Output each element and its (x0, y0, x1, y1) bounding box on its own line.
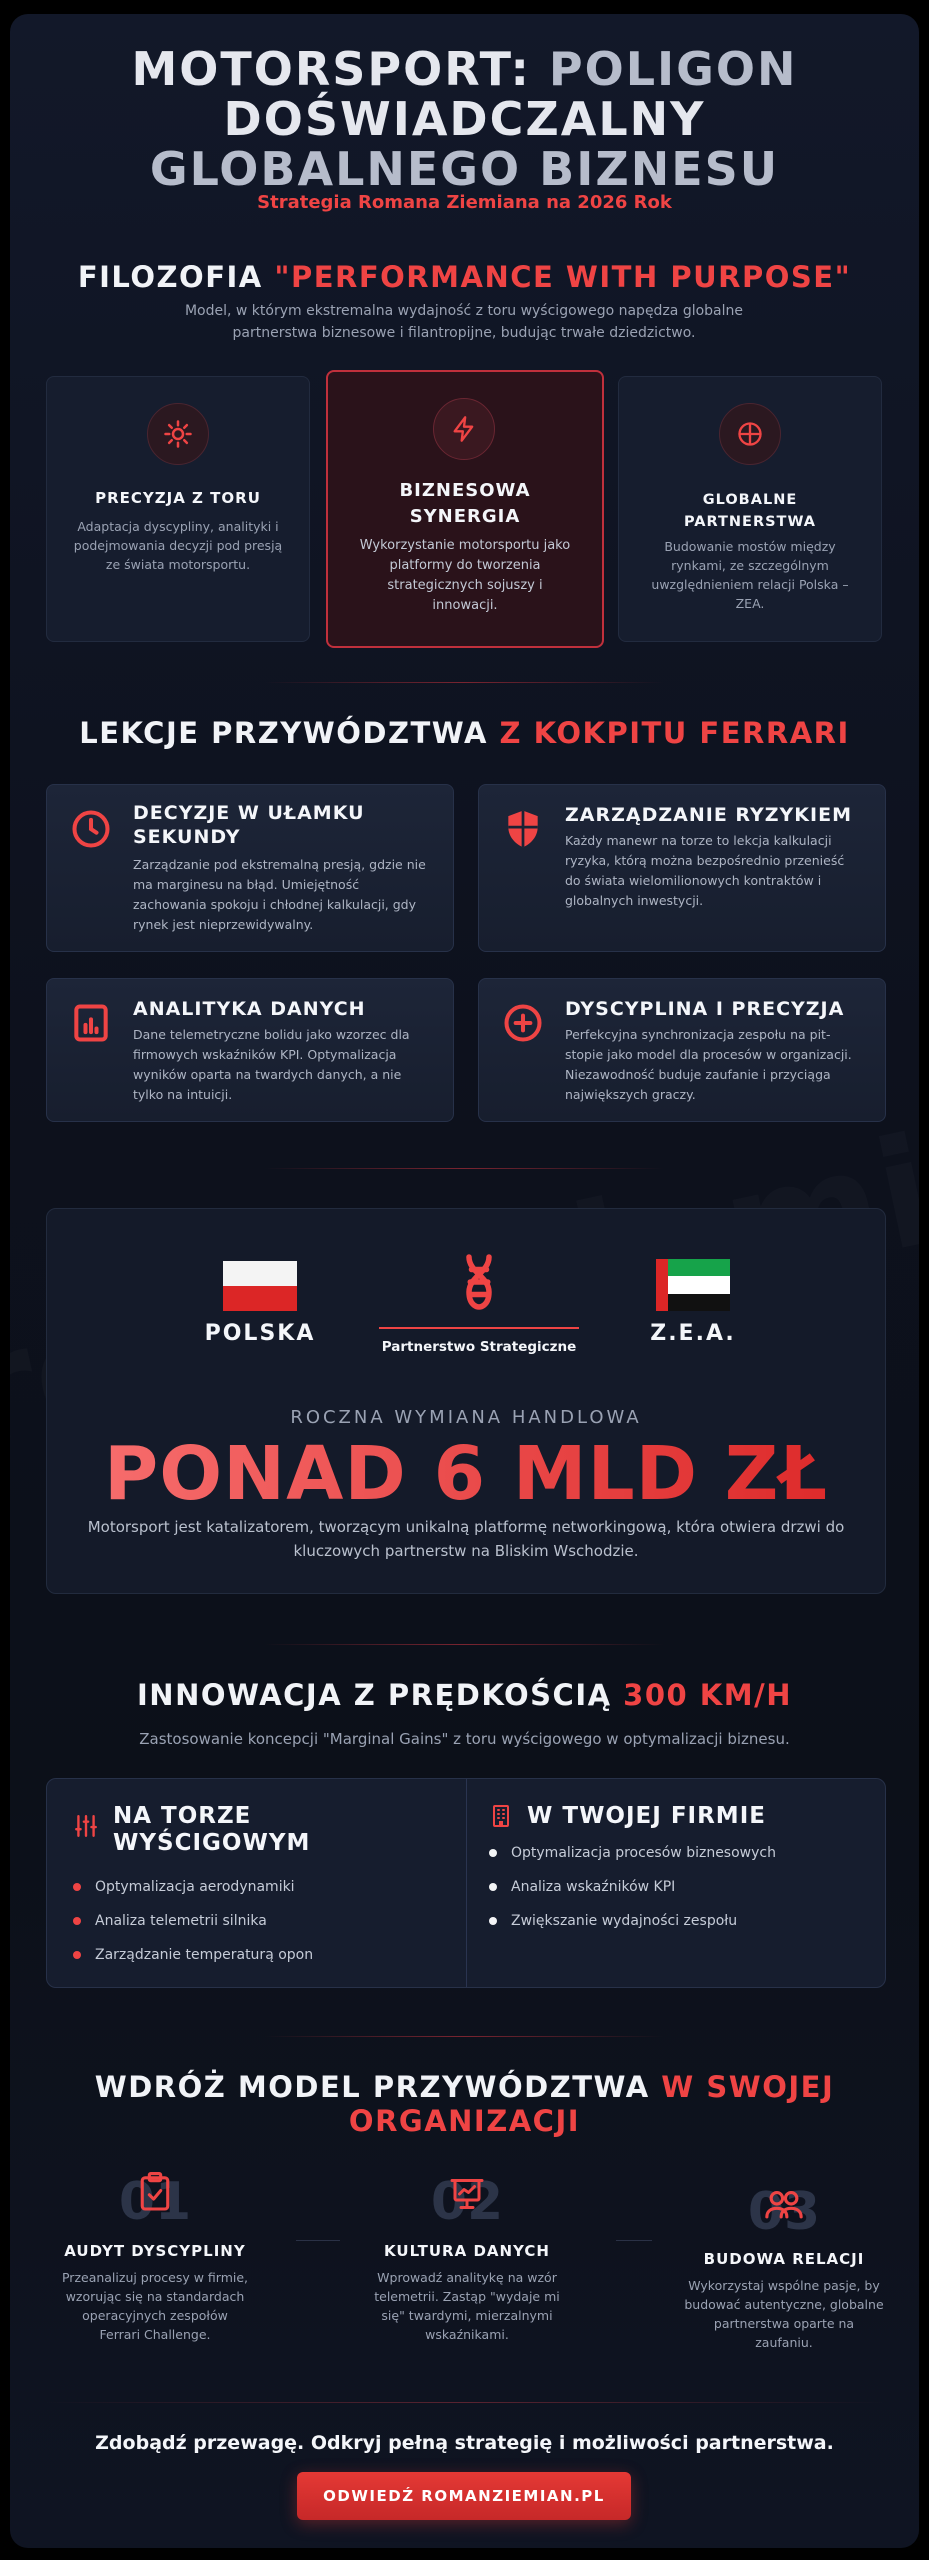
model-title-a: WDRÓŻ MODEL PRZYWÓDZTWA (94, 2070, 662, 2104)
model-title-c: ORGANIZACJI (348, 2104, 581, 2138)
step-data-culture (372, 2164, 562, 2364)
dna-link-icon (449, 1251, 509, 1313)
partnership-label: Partnerstwo Strategiczne (381, 1339, 577, 1355)
innovation-description: Zastosowanie koncepcji "Marginal Gains" z toru wyścigowego w optymalizacji biznesu. (139, 1730, 790, 1748)
leadership-title-a: LEKCJE PRZYWÓDZTWA (79, 716, 500, 750)
uae-flag-icon (656, 1259, 730, 1311)
poland-flag-icon (223, 1261, 297, 1311)
building-icon (489, 1803, 513, 1829)
crosshair-icon (501, 1001, 545, 1045)
card-title: BIZNESOWA SYNERGIA (399, 480, 531, 527)
philosophy-title-a: FILOZOFIA (77, 260, 275, 294)
card-text: Zarządzanie pod ekstremalną presją, gdzie nie ma marginesu na błąd. Umiejętność zachowania spokoju i chłodnej kalkulacji, gdy rynek jest nieprzewidywalny. (133, 857, 426, 932)
title-line-2: DOŚWIADCZALNY (223, 92, 706, 146)
cta-text: Zdobądź przewagę. Odkryj pełną strategię i możliwości partnerstwa. (95, 2432, 834, 2454)
page-subtitle: Strategia Romana Ziemiana na 2026 Rok (257, 192, 672, 213)
model-title (10, 2070, 919, 2138)
title-line-1b: POLIGON (548, 42, 798, 96)
section-divider (264, 1168, 664, 1169)
card-title: ANALITYKA DANYCH (133, 998, 366, 1020)
bar-chart-icon (69, 1001, 113, 1045)
leadership-title (10, 716, 919, 750)
leadership-card-discipline (478, 978, 886, 1122)
leadership-title-b: Z KOKPITU FERRARI (499, 716, 850, 750)
card-title: DYSCYPLINA I PRECYZJA (565, 998, 845, 1020)
leadership-card-risk (478, 784, 886, 952)
card-text: Budowanie mostów między rynkami, ze szczególnym uwzględnieniem relacji Polska – ZEA. (651, 539, 849, 611)
title-line-3: GLOBALNEGO BIZNESU (149, 142, 780, 196)
innovation-right-title: W TWOJEJ FIRMIE (527, 1803, 766, 1829)
leadership-card-decisions (46, 784, 454, 952)
cta-divider (46, 2402, 884, 2403)
section-divider (264, 2036, 664, 2037)
step-connector (616, 2240, 652, 2241)
step-audit (60, 2164, 250, 2364)
partnership-panel (46, 1208, 886, 1594)
innovation-title (10, 1678, 919, 1712)
model-title-b: W SWOJEJ (661, 2070, 835, 2104)
card-title: ZARZĄDZANIE RYZYKIEM (565, 804, 852, 826)
trade-value: PONAD 6 MLD ZŁ (47, 1431, 885, 1517)
lightning-icon (433, 398, 495, 460)
trade-label: ROCZNA WYMIANA HANDLOWA (290, 1407, 642, 1428)
step-title: AUDYT DYSCYPLINY (64, 2242, 246, 2260)
globe-crosshair-icon (719, 403, 781, 465)
section-divider (264, 682, 664, 683)
infographic-frame (10, 14, 919, 2548)
step-connector (296, 2240, 340, 2241)
innovation-left-title: NA TORZE WYŚCIGOWYM (113, 1803, 311, 1856)
list-item: Zarządzanie temperaturą opon (73, 1945, 313, 1979)
step-title: BUDOWA RELACJI (703, 2250, 865, 2268)
card-text: Dane telemetryczne bolidu jako wzorzec dla firmowych wskaźników KPI. Optymalizacja wyników oparta na twardych danych, a nie tylko na intuicji. (133, 1027, 410, 1102)
step-number: 03 (747, 2182, 821, 2242)
title-line-1a: MOTORSPORT: (131, 42, 549, 96)
innovation-left-list (73, 1877, 313, 1979)
gear-icon (147, 403, 209, 465)
philosophy-card-precision (46, 376, 310, 642)
list-item: Analiza telemetrii silnika (73, 1911, 313, 1945)
card-title: DECYZJE W UŁAMKU SEKUNDY (133, 802, 365, 848)
leadership-card-analytics (46, 978, 454, 1122)
step-text: Wykorzystaj wspólne pasje, by budować autentyczne, globalne partnerstwa oparte na zaufaniu. (684, 2278, 884, 2350)
philosophy-card-partnerships (618, 376, 882, 642)
list-item: Zwiększanie wydajności zespołu (489, 1911, 776, 1945)
section-divider (264, 1644, 664, 1645)
shield-icon (501, 807, 545, 851)
stopwatch-icon (69, 807, 113, 851)
partnership-description: Motorsport jest katalizatorem, tworzącym unikalną platformę networkingową, która otwiera drzwi do kluczowych partnerstw na Bliskim Wschodzie. (87, 1518, 845, 1560)
step-number: 01 (118, 2172, 192, 2232)
users-icon (764, 2186, 804, 2222)
country-left: POLSKA (204, 1321, 316, 1346)
card-text: Perfekcyjna synchronizacja zespołu na pit-stopie jako model dla procesów w organizacji. Niezawodność buduje zaufanie i przyciąga największych graczy. (565, 1027, 852, 1102)
card-text: Każdy manewr na torze to lekcja kalkulacji ryzyka, którą można bezpośrednio przenieść do świata wielomilionowych kontraktów i globalnych inwestycji. (565, 833, 845, 908)
step-relations (684, 2174, 884, 2374)
innovation-company (467, 1779, 885, 1987)
partnership-link-line (379, 1327, 579, 1329)
step-text: Wprowadź analitykę na wzór telemetrii. Zastąp "wydaje mi się" twardymi, mierzalnymi wskaźnikami. (374, 2270, 560, 2342)
step-text: Przeanalizuj procesy w firmie, wzorując się na standardach operacyjnych zespołów Ferrari Challenge. (61, 2270, 249, 2342)
page-title (10, 44, 919, 194)
card-title: GLOBALNE PARTNERSTWA (683, 492, 817, 530)
philosophy-description: Model, w którym ekstremalna wydajność z toru wyścigowego napędza globalne partnerstwa biznesowe i filantropijne, budując trwałe dziedzictwo. (184, 303, 744, 341)
clipboard-check-icon (138, 2172, 172, 2212)
step-title: KULTURA DANYCH (384, 2242, 550, 2260)
visit-website-button[interactable]: ODWIEDŹ ROMANZIEMIAN.PL (297, 2472, 631, 2520)
philosophy-card-synergy (326, 370, 604, 648)
innovation-track (47, 1779, 466, 1987)
innovation-right-list (489, 1843, 776, 1945)
card-text: Adaptacja dyscypliny, analityki i podejmowania decyzji pod presją ze świata motorsportu. (73, 519, 283, 572)
philosophy-title (10, 260, 919, 294)
innovation-title-a: INNOWACJA Z PRĘDKOŚCIĄ (137, 1678, 624, 1712)
list-item: Analiza wskaźników KPI (489, 1877, 776, 1911)
innovation-panel (46, 1778, 886, 1988)
list-item: Optymalizacja aerodynamiki (73, 1877, 313, 1911)
card-title: PRECYZJA Z TORU (95, 489, 261, 507)
sliders-icon (73, 1813, 99, 1839)
card-text: Wykorzystanie motorsportu jako platformy do tworzenia strategicznych sojuszy i innowacji. (359, 538, 571, 613)
list-item: Optymalizacja procesów biznesowych (489, 1843, 776, 1877)
innovation-title-b: 300 KM/H (623, 1678, 792, 1712)
step-number: 02 (430, 2172, 504, 2232)
philosophy-title-b: "PERFORMANCE WITH PURPOSE" (274, 260, 852, 294)
presentation-chart-icon (449, 2176, 485, 2212)
country-right: Z.E.A. (650, 1321, 736, 1346)
